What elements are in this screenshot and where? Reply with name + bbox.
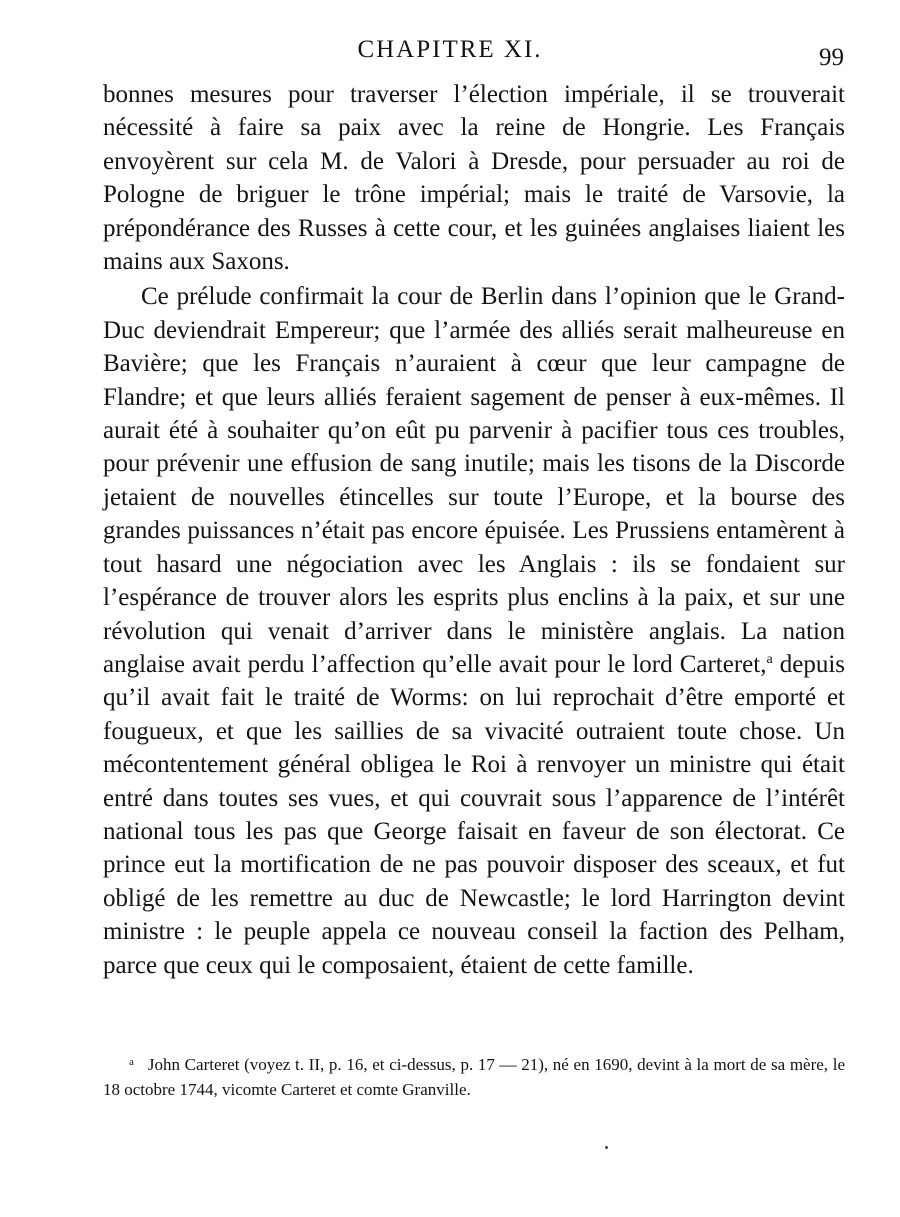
paragraph-2-continued: depuis qu’il avait fait le traité de Worms: on lui reprochait d’être emporté et fougueux, et que les saillies de sa vivacité outraient toute chose. Un mécontentement général obligea le Roi à renvoyer un ministre qui était entré dans toutes ses vues, et qui couvrait sous l’apparence de l’intérêt national tous les pas que George faisait en faveur de son électorat. Ce prince eut la mortification de ne pas pouvoir disposer des sceaux, et fut obligé de les remettre au duc de Newcastle; le lord Harrington devint ministre : le peuple appela ce nouveau conseil la faction des Pelham, parce que ceux qui le composaient, étaient de cette famille. <box>103 650 845 979</box>
footnote-mark: a <box>129 1056 134 1068</box>
running-title: CHAPITRE XI. <box>357 36 543 63</box>
footnote <box>103 1052 845 1102</box>
paragraph-2-text: Ce prélude confirmait la cour de Berlin dans l’opinion que le Grand-Duc deviendrait Empereur; que l’armée des alliés serait malheureuse en Bavière; que les Français n’auraient à cœur que leur campagne de Flandre; et que leurs alliés feraient sagement de penser à eux-mêmes. Il aurait été à souhaiter qu’on eût pu parvenir à pacifier tous ces troubles, pour prévenir une effusion de sang inutile; mais les tisons de la Discorde jetaient de nouvelles étincelles sur toute l’Europe, et la bourse des grandes puissances n’était pas encore épuisée. Les Prussiens entamèrent à tout hasard une négociation avec les Anglais : ils se fondaient sur l’espérance de trouver alors les esprits plus enclins à la paix, et sur une révolution qui venait d’arriver dans le ministère anglais. La nation anglaise avait perdu l’affection qu’elle avait pour le lord Carteret, <box>103 283 845 678</box>
page-number: 99 <box>819 44 844 71</box>
paragraph-2 <box>103 280 845 982</box>
paragraph-1: bonnes mesures pour traverser l’élection impériale, il se trouverait nécessité à faire sa paix avec la reine de Hongrie. Les Français envoyèrent sur cela M. de Valori à Dresde, pour persuader au roi de Pologne de briguer le trône impérial; mais le traité de Varsovie, la prépondérance des Russes à cette cour, et les guinées anglaises liaient les mains aux Saxons. <box>103 81 845 276</box>
main-text <box>103 78 845 982</box>
footnote-reference: a <box>766 651 773 667</box>
footnote-text: John Carteret (voyez t. II, p. 16, et ci-dessus, p. 17 — 21), né en 1690, devint à la mort de sa mère, le 18 octobre 1744, vicomte Carteret et comte Granville. <box>103 1055 845 1099</box>
ink-speck <box>605 1146 608 1149</box>
